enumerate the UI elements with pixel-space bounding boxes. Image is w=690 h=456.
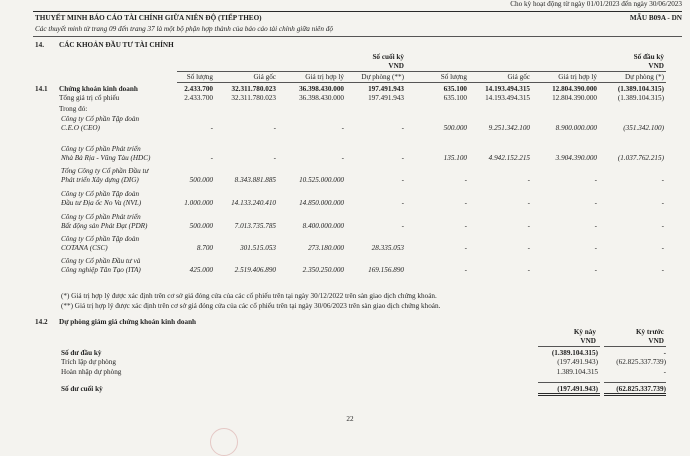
subsection-title: Chứng khoán kinh doanh xyxy=(59,85,138,93)
provision-row-label: Hoàn nhập dự phòng xyxy=(61,368,122,376)
cell-value: - xyxy=(594,176,597,184)
cell-value: - xyxy=(401,124,404,132)
cell-value: 2.433.700 xyxy=(184,94,213,102)
cell-value: 135.100 xyxy=(443,154,467,162)
subtitle-rule xyxy=(33,36,682,37)
subsection-number: 14.1 xyxy=(35,85,48,93)
subsection-2-number: 14.2 xyxy=(35,318,48,326)
column-header: Dự phòng (*) xyxy=(624,73,664,81)
company-name-line2: Nhà Bà Rịa - Vũng Tàu (HDC) xyxy=(61,154,151,162)
prev-double-rule-a xyxy=(604,393,666,394)
cell-value: - xyxy=(273,124,276,132)
cell-value: - xyxy=(527,176,530,184)
provision-this-value: 1.389.104.315 xyxy=(556,368,598,376)
cell-value: - xyxy=(661,244,664,252)
cell-value: (1.389.104.315) xyxy=(617,94,664,102)
cell-value: - xyxy=(210,124,213,132)
prev-double-rule-b xyxy=(604,395,666,396)
column-header: Giá gốc xyxy=(253,73,276,81)
column-header: Giá trị hợp lý xyxy=(305,73,344,81)
col-header-bottom-rule xyxy=(177,82,666,83)
section-number: 14. xyxy=(35,41,44,49)
company-name-line2: C.E.O (CEO) xyxy=(61,124,100,132)
note-2: (**) Giá trị hợp lý được xác định trên cơ sở giá đóng cửa của các cổ phiếu trên tại ngày 30/06/2023 trên sàn giao dịch chứng khoán. xyxy=(61,302,441,310)
cell-value: - xyxy=(210,154,213,162)
header-rule xyxy=(33,11,682,12)
cell-value: 197.491.943 xyxy=(368,85,404,93)
cell-value: 8.343.881.885 xyxy=(234,176,276,184)
period-text: Cho kỳ hoạt động từ ngày 01/01/2023 đến ngày 30/06/2023 xyxy=(510,0,682,8)
cell-value: (1.389.104.315) xyxy=(617,85,664,93)
cell-value: - xyxy=(464,199,467,207)
cell-value: - xyxy=(661,199,664,207)
this-sum-rule xyxy=(538,382,600,383)
provision-prev-value: - xyxy=(663,349,666,357)
provision-row-label: Số dư cuối kỳ xyxy=(61,385,103,393)
page-number: 22 xyxy=(346,415,354,423)
provision-prev-value: (62.825.337.739) xyxy=(616,358,666,366)
end-period-head: Số cuối kỳ xyxy=(372,53,404,61)
cell-value: 32.311.780.023 xyxy=(231,85,276,93)
cell-value: 8.400.000.000 xyxy=(302,222,344,230)
cell-value: - xyxy=(401,154,404,162)
cell-value: 169.156.890 xyxy=(368,266,404,274)
cell-value: 14.850.000.000 xyxy=(299,199,344,207)
cell-value: 7.013.735.785 xyxy=(234,222,276,230)
this-double-rule-a xyxy=(538,393,600,394)
end-period-unit: VND xyxy=(388,62,404,70)
cell-value: 14.133.240.410 xyxy=(231,199,276,207)
cell-value: - xyxy=(401,199,404,207)
in-which-label: Trong đó: xyxy=(59,105,88,113)
company-name-line2: COTANA (CSC) xyxy=(61,244,108,252)
cell-value: 425.000 xyxy=(189,266,213,274)
cell-value: - xyxy=(661,176,664,184)
cell-value: 12.804.390.000 xyxy=(552,94,597,102)
cell-value: (1.037.762.215) xyxy=(617,154,664,162)
provision-prev-value: (62.825.337.739) xyxy=(616,385,666,393)
company-name-line1: Tổng Công ty Cổ phần Đầu tư xyxy=(61,167,149,175)
cell-value: 12.804.390.000 xyxy=(552,85,597,93)
col-this-unit: VND xyxy=(580,337,596,345)
cell-value: 273.180.000 xyxy=(308,244,344,252)
col-prev-unit: VND xyxy=(648,337,664,345)
cell-value: - xyxy=(594,244,597,252)
cell-value: 28.335.053 xyxy=(371,244,404,252)
provision-this-value: (197.491.943) xyxy=(557,385,598,393)
company-name-line1: Công ty Cổ phần Tập đoàn xyxy=(61,115,140,123)
form-code: MẪU B09A - DN xyxy=(629,14,682,22)
cell-value: - xyxy=(464,176,467,184)
cell-value: - xyxy=(273,154,276,162)
company-name-line2: Đầu tư Địa ốc No Va (NVL) xyxy=(61,199,142,207)
cell-value: 9.251.342.100 xyxy=(488,124,530,132)
cell-value: 36.398.430.000 xyxy=(299,94,344,102)
section-title: CÁC KHOẢN ĐẦU TƯ TÀI CHÍNH xyxy=(59,41,174,49)
column-header: Số lượng xyxy=(186,73,213,81)
cell-value: 14.193.494.315 xyxy=(485,85,530,93)
column-header: Dự phòng (**) xyxy=(361,73,404,81)
company-name-line1: Công ty Cổ phần Phát triển xyxy=(61,213,141,221)
cell-value: - xyxy=(401,222,404,230)
company-name-line2: Bất động sản Phát Đạt (PDR) xyxy=(61,222,148,230)
subsection-2-title: Dự phòng giảm giá chứng khoán kinh doanh xyxy=(59,318,197,326)
cell-value: 301.515.053 xyxy=(240,244,276,252)
cell-value: - xyxy=(594,222,597,230)
doc-title: THUYẾT MINH BÁO CÁO TÀI CHÍNH GIỮA NIÊN ĐỘ (TIẾP THEO) xyxy=(35,14,262,22)
cell-value: 36.398.430.000 xyxy=(299,85,344,93)
cell-value: 8.900.000.000 xyxy=(555,124,597,132)
cell-value: - xyxy=(464,222,467,230)
cell-value: - xyxy=(527,222,530,230)
cell-value: 2.433.700 xyxy=(184,85,213,93)
provision-this-value: (197.491.943) xyxy=(557,358,598,366)
cell-value: - xyxy=(527,266,530,274)
cell-value: 3.904.390.000 xyxy=(555,154,597,162)
cell-value: 32.311.780.023 xyxy=(231,94,276,102)
col-this-period: Kỳ này xyxy=(573,328,596,336)
col-header-top-rule xyxy=(177,71,666,72)
cell-value: 635.100 xyxy=(443,85,467,93)
company-name-line2: Phát triển Xây dựng (DIG) xyxy=(61,176,139,184)
cell-value: - xyxy=(661,222,664,230)
column-header: Giá trị hợp lý xyxy=(558,73,597,81)
note-1: (*) Giá trị hợp lý được xác định trên cơ sở giá đóng cửa của các cổ phiếu trên tại ngày 30/12/2022 trên sàn giao dịch chứng khoán. xyxy=(61,292,437,300)
col-prev-period: Kỳ trước xyxy=(635,328,664,336)
cell-value: - xyxy=(594,199,597,207)
seal-stamp xyxy=(210,428,238,456)
cell-value: 10.525.000.000 xyxy=(299,176,344,184)
cell-value: 8.700 xyxy=(196,244,213,252)
column-header: Số lượng xyxy=(440,73,467,81)
cell-value: 4.942.152.215 xyxy=(488,154,530,162)
cell-value: 2.519.406.890 xyxy=(234,266,276,274)
cell-value: - xyxy=(527,244,530,252)
cell-value: 1.000.000 xyxy=(184,199,213,207)
provision-prev-value: - xyxy=(663,368,666,376)
this-double-rule-b xyxy=(538,395,600,396)
prev-sum-rule xyxy=(604,382,666,383)
cell-value: - xyxy=(464,244,467,252)
cell-value: 500.000 xyxy=(443,124,467,132)
cell-value: - xyxy=(464,266,467,274)
cell-value: 635.100 xyxy=(443,94,467,102)
cell-value: - xyxy=(661,266,664,274)
cell-value: - xyxy=(401,176,404,184)
begin-period-unit: VND xyxy=(648,62,664,70)
cell-value: (351.342.100) xyxy=(623,124,664,132)
cell-value: - xyxy=(594,266,597,274)
company-name-line1: Công ty Cổ phần Tập đoàn xyxy=(61,190,140,198)
provision-row-label: Số dư đầu kỳ xyxy=(61,349,102,357)
begin-period-head: Số đầu kỳ xyxy=(633,53,664,61)
column-header: Giá gốc xyxy=(507,73,530,81)
company-name-line1: Công ty Cổ phần Phát triển xyxy=(61,145,141,153)
cell-value: 14.193.494.315 xyxy=(485,94,530,102)
provision-this-value: (1.389.104.315) xyxy=(551,349,598,357)
provision-row-label: Trích lập dự phòng xyxy=(61,358,116,366)
cell-value: - xyxy=(527,199,530,207)
cell-value: 197.491.943 xyxy=(368,94,404,102)
company-name-line1: Công ty Cổ phần Đầu tư và xyxy=(61,257,141,265)
cell-value: - xyxy=(341,154,344,162)
total-label: Tổng giá trị cổ phiếu xyxy=(59,94,120,102)
doc-subtitle: Các thuyết minh từ trang 09 đến trang 37 là một bộ phận hợp thành của báo cáo tài chính giữa niên độ xyxy=(35,25,333,33)
prev-head-rule xyxy=(604,346,666,347)
cell-value: - xyxy=(341,124,344,132)
company-name-line2: Công nghiệp Tân Tạo (ITA) xyxy=(61,266,141,274)
company-name-line1: Công ty Cổ phần Tập đoàn xyxy=(61,235,140,243)
cell-value: 500.000 xyxy=(189,176,213,184)
cell-value: 2.350.250.000 xyxy=(302,266,344,274)
cell-value: 500.000 xyxy=(189,222,213,230)
this-head-rule xyxy=(538,346,600,347)
